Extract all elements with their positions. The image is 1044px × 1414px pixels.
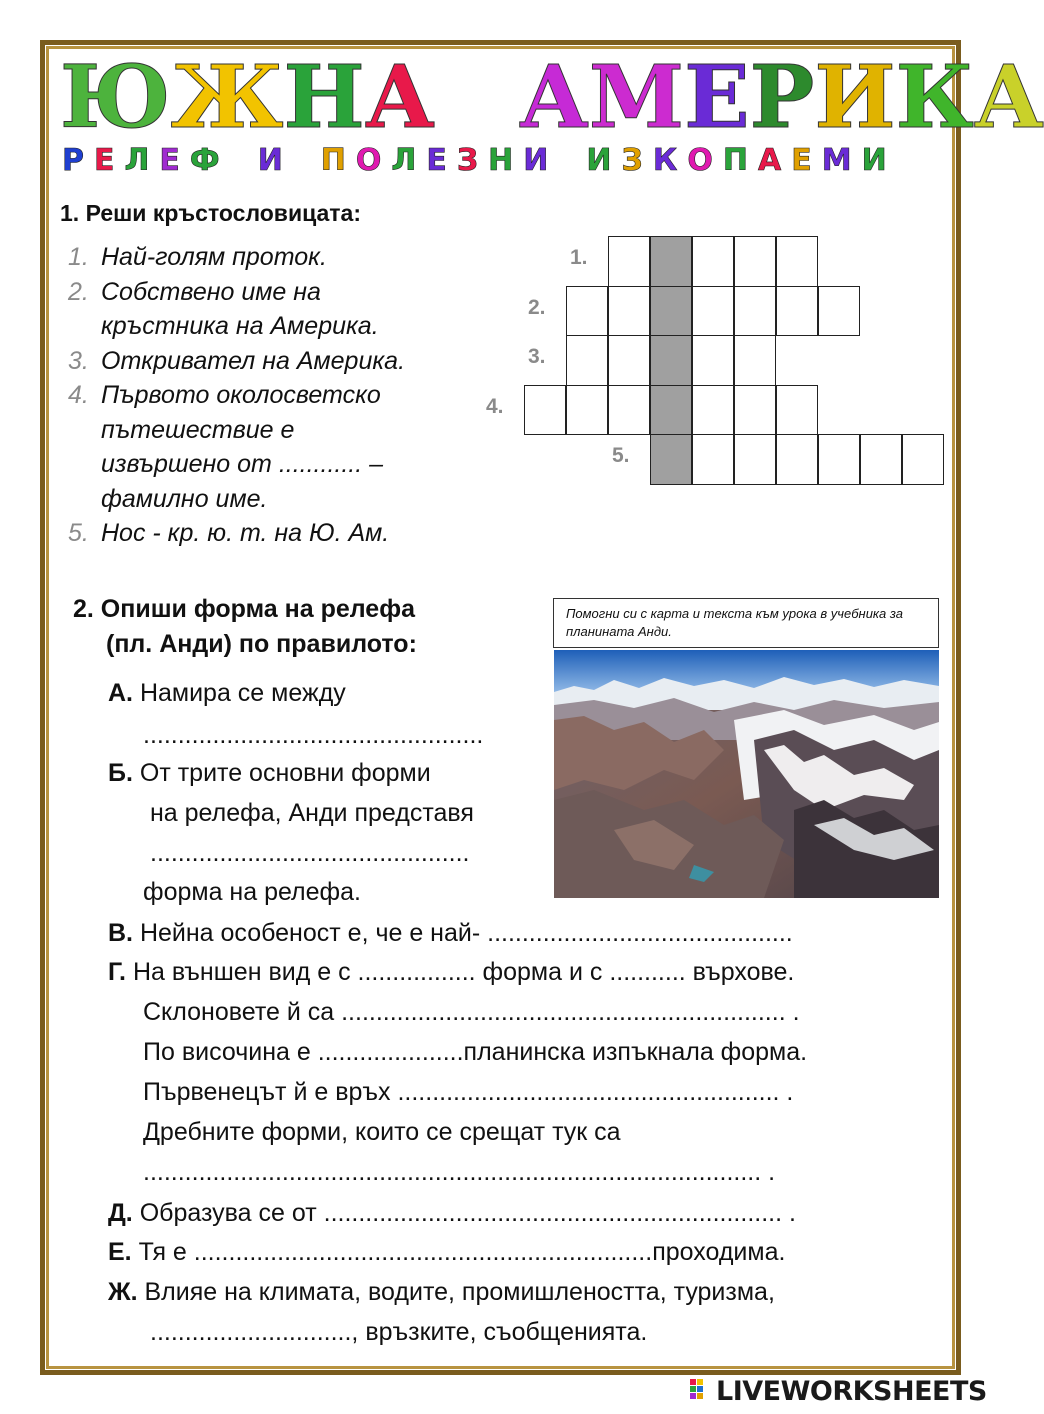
page-subtitle [62,143,952,183]
clue-text: кръстника на Америка. [101,312,379,340]
description-line [150,838,470,868]
item-text: По височина е .....................планинска изпъкнала форма. [143,1038,808,1066]
crossword-cell[interactable] [734,385,776,436]
subtitle-letter: Е [159,143,184,178]
title-letter: Е [684,47,750,148]
page-title [60,47,1044,148]
clue-line [68,240,488,275]
crossword-cell[interactable] [566,385,608,436]
crossword-cell[interactable] [524,385,566,436]
item-text: на релефа, Анди представя [150,799,474,827]
crossword-cell[interactable] [776,434,818,485]
subtitle-letter: Л [391,143,421,178]
subtitle-letter: П [320,143,350,178]
clue-text: Откривател на Америка. [101,346,406,375]
crossword-row-number: 4. [486,394,504,418]
clue-line [68,275,488,310]
item-text: Влияе на климата, водите, промишлеността, туризма, [137,1278,775,1306]
crossword-cell[interactable] [608,286,650,337]
item-text: ......................................................................................... . [143,1158,776,1186]
item-text: .............................................. [150,839,470,867]
task2-heading [73,592,417,662]
crossword-cell[interactable] [776,385,818,436]
clue-line [68,482,488,517]
description-line [143,997,800,1027]
crossword-cell[interactable] [692,385,734,436]
title-letter: Р [749,47,815,148]
subtitle-letter: Ф [189,143,224,178]
item-text: ............................., връзките, съобщенията. [150,1318,648,1346]
item-text: Образува се от .................................................................. . [132,1199,796,1227]
clue-number: 1. [68,243,89,271]
hint-note: Помогни си с карта и текста към урока в учебника за планината Анди. [553,598,939,648]
subtitle-letter: З [621,143,647,178]
clue-line [68,413,488,448]
item-text: Склоновете й са ................................................................ . [143,998,800,1026]
clue-line [68,447,488,482]
crossword-cell[interactable] [734,434,776,485]
clue-text: Нос - кр. ю. т. на Ю. Ам. [101,519,390,547]
item-text: Първенецът й е връх ....................................................... . [143,1078,794,1106]
item-label: Ж. [108,1278,138,1306]
title-letter: А [364,47,435,148]
clue-number [68,309,101,344]
crossword-cell[interactable] [734,286,776,337]
clue-text: Най-голям проток. [101,243,327,271]
liveworksheets-logo [690,1376,987,1406]
crossword-cell[interactable] [692,236,734,287]
clue-number: 2. [68,277,89,306]
title-letter: И [814,47,896,148]
crossword-cell[interactable] [818,434,860,485]
clue-text: извършено от ............ – [101,450,384,478]
description-line [108,758,431,788]
crossword-key-cell[interactable] [650,286,692,337]
crossword-key-cell[interactable] [650,385,692,436]
subtitle-letter: И [861,143,891,178]
title-letter: Ж [170,47,284,148]
andes-mountains-image [554,650,939,898]
clue-text: пътешествие е [101,415,295,444]
subtitle-letter: Н [488,143,518,178]
crossword-row-number: 1. [570,246,588,269]
subtitle-letter: А [757,143,786,178]
clue-text: Първото околосветско [101,381,381,409]
crossword-clues [68,240,488,551]
title-word [60,47,435,148]
item-text: Нейна особеност е, че е най- ............................................ [133,919,793,947]
crossword-cell[interactable] [818,286,860,337]
clue-text: Собствено име на [101,277,321,306]
item-label: Б. [108,759,133,787]
description-line [143,1117,621,1147]
subtitle-letter: О [687,143,717,178]
crossword-cell[interactable] [566,335,608,386]
andes-photo [554,650,939,898]
subtitle-letter: М [821,143,856,178]
description-line [108,957,794,987]
item-text: Тя е ..................................................................проходима. [131,1238,786,1266]
item-label: В. [108,919,133,947]
description-line [108,1237,785,1267]
crossword-key-cell[interactable] [650,434,692,485]
crossword-cell[interactable] [776,286,818,337]
liveworksheets-icon [690,1379,710,1403]
title-letter: М [588,47,685,148]
crossword-key-cell[interactable] [650,236,692,287]
task2-heading-line1: 2. Опиши форма на релефа [73,595,415,623]
description-line [108,1198,796,1228]
subtitle-letter: Р [62,143,88,178]
subtitle-letter: Е [94,143,119,178]
description-line [143,720,483,750]
crossword-cell[interactable] [566,286,608,337]
clue-number: 4. [68,381,89,409]
crossword-cell[interactable] [608,385,650,436]
clue-number [68,482,101,517]
crossword-cell[interactable] [776,236,818,287]
item-text: На външен вид е с ................. форма и с ........... върхове. [126,958,795,986]
crossword-cell[interactable] [692,335,734,386]
crossword-cell[interactable] [734,236,776,287]
description-line [143,1157,775,1187]
title-word [518,47,1044,148]
clue-line [68,344,488,379]
description-line [143,1037,807,1067]
task2-heading-line2: (пл. Анди) по правилото: [106,630,417,658]
description-line [108,918,793,948]
crossword-key-cell[interactable] [650,335,692,386]
item-text: ................................................. [143,721,484,749]
description-line [108,1277,775,1307]
subtitle-letter: О [355,143,386,178]
title-letter: Н [283,47,365,148]
item-label: Е. [108,1238,132,1266]
clue-line [68,378,488,413]
logo-text: LIVEWORKSHEETS [716,1375,987,1407]
clue-number: 3. [68,346,89,375]
description-line [143,877,361,907]
crossword-cell[interactable] [734,335,776,386]
item-text: Дребните форми, които се срещат тук са [143,1118,621,1146]
crossword-cell[interactable] [692,286,734,337]
subtitle-letter: Е [426,143,451,178]
item-text: Намира се между [133,679,346,707]
crossword-cell[interactable] [902,434,944,485]
description-line [150,1317,647,1347]
clue-number: 5. [68,519,89,547]
item-label: Г. [108,958,126,986]
clue-number [68,447,101,482]
item-label: Д. [108,1199,133,1227]
crossword-cell[interactable] [860,434,902,485]
subtitle-letter: П [722,143,752,178]
crossword-cell[interactable] [692,434,734,485]
title-letter: А [973,47,1044,148]
clue-line [68,516,488,551]
crossword-row-number: 5. [612,444,630,468]
item-label: А. [108,679,133,707]
subtitle-letter: И [586,143,616,178]
description-line [108,678,346,708]
item-text: форма на релефа. [143,878,361,906]
crossword-cell[interactable] [608,335,650,386]
description-line [150,798,474,828]
subtitle-letter: И [523,143,553,178]
subtitle-letter: Е [791,143,816,178]
subtitle-letter: Л [124,143,154,178]
description-line [143,1077,793,1107]
subtitle-letter: К [652,143,682,178]
clue-number [68,413,101,448]
title-letter: Ю [60,47,171,148]
clue-line [68,309,488,344]
task1-heading: 1. Реши кръстословицата: [60,200,362,226]
title-letter: К [895,47,974,148]
crossword-cell[interactable] [608,236,650,287]
subtitle-letter: З [456,143,483,178]
subtitle-letter: И [257,143,287,178]
title-letter: А [518,47,589,148]
crossword-row-number: 3. [528,345,546,369]
item-text: От трите основни форми [132,759,431,787]
clue-text: фамилно име. [101,484,268,513]
crossword-row-number: 2. [528,295,546,319]
